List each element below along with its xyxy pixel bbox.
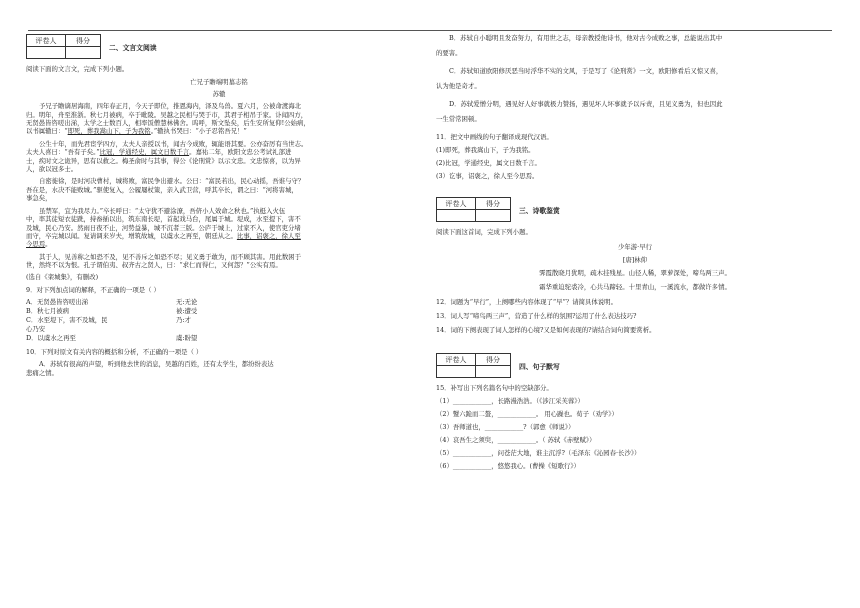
- section-2-header: [26, 34, 412, 59]
- score-label: 得分: [476, 354, 511, 366]
- question-11-stem: 11．把文中画线的句子翻译成现代汉语。: [436, 133, 553, 141]
- sentence-2: (2)比冠，学通经史，属文日数千言。: [436, 159, 541, 167]
- underlined-sentence: 比事，诏褒之，徐人至: [236, 231, 301, 240]
- reviewer-label: 评卷人: [437, 354, 476, 366]
- essay-title: 亡兄子瞻端明墓志铭: [190, 78, 248, 87]
- section-title: 三、诗歌鉴赏: [519, 207, 560, 215]
- section-3-header: [436, 197, 834, 222]
- sentence-3: (3）讫事，诏褒之，徐人至今思焉。: [436, 172, 539, 180]
- right-column: [436, 34, 834, 471]
- paragraph-line: [26, 232, 412, 240]
- score-box: [26, 34, 101, 59]
- paragraph: 予兄子瞻谪居海南，四年春正月，今天子即位，推恩海内，泽及鸟兽。夏六月，公被命渡海北: [39, 102, 302, 111]
- reviewer-cell[interactable]: [27, 47, 66, 59]
- fill-blank-item[interactable]: （6）____________，悠悠我心。(曹操《短歌行》）: [436, 462, 580, 470]
- paragraph-line: [26, 148, 412, 156]
- score-box: [436, 353, 511, 378]
- sentence-1: (1)即死，葬我嵩山下，子为我铭。: [436, 146, 535, 154]
- paragraph-line: 及城，民心乃安。然雨日夜不止，河势益暴，城不沉者三版。公庐于城上，过家不入，使官吏分堵: [26, 223, 301, 232]
- instructions: 阅读下面的文言文，完成下列小题。: [26, 65, 129, 73]
- paragraph-line: 士，疾时文之诡异，思有以救之。梅圣俞时与其事，得公《论刑赏》以示文忠。文忠惊喜，以为异: [26, 156, 301, 165]
- section-title: 二、文言文阅读: [109, 44, 157, 52]
- poem-line: 霁霞散晓月犹明，疏木挂残星。山径人稀，翠萝深处，啼鸟两三声。: [539, 269, 731, 277]
- score-cell[interactable]: [476, 366, 511, 378]
- reviewer-cell[interactable]: [437, 366, 476, 378]
- question-13: 13．词人写“啼鸟两三声”，营造了什么样的氛围?运用了什么表达技巧?: [436, 312, 637, 320]
- fill-blank-item[interactable]: （5）____________，问苍茫大地，谁主沉浮?（毛泽东《沁园春·长沙》）: [436, 449, 641, 457]
- underlined-sentence: 即死，葬我嵩山下，子为我铭: [67, 127, 151, 136]
- option-b-cont: 的要害。: [436, 49, 462, 57]
- fill-blank-item[interactable]: （1）____________，长路漫浩浩。（《涉江采芙蓉》）: [436, 397, 584, 405]
- question-9-options: [26, 298, 412, 343]
- option-d-cont: 一生常常困顿。: [436, 115, 481, 123]
- option-gloss: 乃:才: [176, 315, 191, 324]
- header-rule: [28, 30, 832, 31]
- option-d[interactable]: D．苏轼爱憎分明，遇见好人好事就极力赞扬，遇见坏人坏事就予以斥责，且见义勇为，但也因此: [449, 100, 723, 108]
- reviewer-cell[interactable]: [437, 210, 476, 222]
- paragraph: 虽禁军，宜为我尽力。”卒长呼曰：“太守犹不避涂潦，吾侪小人效命之秋也。”执梃入火伍: [39, 206, 286, 215]
- paragraph-line: 吾在是，水决不能败城。”驱使复入，公履屦杖策，亲入武卫营，呼其卒长，谓之曰：“河将害城，: [26, 185, 298, 194]
- score-cell[interactable]: [476, 210, 511, 222]
- paragraph: 公生十年，而先君宦学四方，太夫人亲授以书，闻古今成败，辄能语其要。公亦奋厉有当世志。: [39, 139, 308, 148]
- option-text: D．以虞水之再至: [26, 333, 76, 342]
- option-gloss: 无:无论: [176, 297, 198, 306]
- question-10-stem: 10．下列对原文有关内容的概括和分析，不正确的一项是（ ）: [26, 347, 203, 356]
- question-12: 12．词题为“早行”，上阕哪些内容体现了“早”？请简具体说明。: [436, 298, 617, 306]
- score-label: 得分: [66, 35, 101, 47]
- paragraph-line: 人，欲以冠多士。: [26, 165, 78, 174]
- essay-author: 苏辙: [212, 89, 226, 98]
- paragraph-line: 中，率其徒短衣徒跣，持畚插以出，筑东南长堤，首起戏马台，尾属于城。堤成，水至提下，害不: [26, 215, 301, 224]
- poem-author: [唐]林仰: [622, 256, 648, 264]
- score-cell[interactable]: [66, 47, 101, 59]
- option-text: C．水至堤下，害不及城，民心乃安: [26, 315, 108, 333]
- option-text: A．无贤愚皆咨嗟出涕: [26, 297, 89, 306]
- question-14: 14．词的下阕表现了词人怎样的心境?又是如何表现的?请结合词句简要赏析。: [436, 326, 656, 334]
- option-a[interactable]: [26, 298, 412, 307]
- fill-blank-item[interactable]: （3）吾师道也，____________?（郭愈《师说》）: [436, 423, 575, 431]
- paragraph-line: [26, 127, 412, 135]
- question-9-stem: 9．对下列加点词的解释，不正确的一项是（ ）: [26, 285, 160, 294]
- underlined-sentence: 比冠，学通经史，属文日数千言: [99, 148, 190, 157]
- text: 。”辙执书哭曰：“小子忍铭吾兄！”: [150, 127, 247, 136]
- paragraph: 自密徙徐，是时河决曹村，城将败，富民争出避水。公曰：“富民若出，民心动摇，吾谁与守？: [39, 177, 305, 186]
- option-text: B．秋七月被病: [26, 306, 70, 315]
- reviewer-label: 评卷人: [27, 35, 66, 47]
- question-15-stem: 15．补写出下列名篇名句中的空缺部分。: [436, 384, 553, 392]
- paragraph: 其于人，见善称之如恐不及，见不善斥之如恐不尽；见义勇于敢为，而不顾其害。用此数困于: [39, 252, 302, 261]
- text: 。嘉祐二年，欧阳文忠公考试礼部进: [189, 148, 292, 157]
- left-column: [26, 34, 412, 378]
- underlined-sentence: 今思焉: [26, 240, 46, 249]
- text: 而守，卒完城以闻。复请调来岁夫，增筑故城，以虞水之再至，朝廷从之。: [26, 231, 237, 240]
- paragraph-line: 世，然终不以为恨。孔子谓伯夷、叔齐古之贤人，曰：“求仁而得仁，又何怨？”公实有焉。: [26, 261, 282, 270]
- option-d[interactable]: [26, 334, 412, 343]
- poem-title: 少年游·早行: [618, 243, 652, 251]
- paragraph-line: 事急矣，: [26, 194, 52, 203]
- fill-blank-item[interactable]: （4）哀吾生之须臾，____________。（ 苏轼《赤壁赋》）: [436, 436, 596, 444]
- option-gloss: 被:遭受: [176, 306, 198, 315]
- poem-line: 霜华重迫驼裘冷，心共马蹄轻。十里青山，一溪流水，都做许多情。: [539, 283, 731, 291]
- reviewer-label: 评卷人: [437, 198, 476, 210]
- fill-blank-item[interactable]: （2）蟹六跪而二螯，____________。 用心躁也。荀子（劝学》）: [436, 410, 618, 418]
- option-b[interactable]: B．苏轼自小聪明且发奋努力，有用世之志，母亲教授他诗书，他对古今成败之事，总能说出其中: [449, 34, 723, 42]
- score-label: 得分: [476, 198, 511, 210]
- paragraph-line: 无贤愚皆咨嗟出涕，太学之士数百人，相率饭僧慧林佛舍。呜呼，斯文坠矣，后生安所复仰!公始病，: [26, 119, 310, 128]
- paragraph-line: 归。明年，舟至淮浙。秋七月被病，卒于毗陵。吴越之民相与哭于市，其君子相吊于家。讣闻四方，: [26, 110, 308, 119]
- option-c[interactable]: [26, 316, 412, 334]
- score-box: [436, 197, 511, 222]
- option-c-cont: 认为他是奇才。: [436, 82, 481, 90]
- paragraph-line: [26, 240, 412, 248]
- section-4-header: [436, 353, 834, 378]
- text: 以书属辙曰：“: [26, 127, 68, 136]
- text: 太夫人喜曰：“吾有子矣。”: [26, 148, 100, 157]
- instructions: 阅读下面这首词，完成下列小题。: [436, 228, 532, 236]
- option-a[interactable]: A．苏轼有很高的声望，听到他去世的消息，吴越的百姓，还有太学生，都纷纷表达: [39, 359, 274, 368]
- option-b[interactable]: [26, 307, 412, 316]
- source-note: (选自《栾城集》，有删改): [26, 272, 99, 281]
- section-title: 四、句子默写: [519, 363, 560, 371]
- text: 。: [45, 240, 52, 249]
- option-gloss: 虞:盼望: [176, 333, 198, 342]
- option-a-cont: 悲痛之情。: [26, 368, 58, 377]
- option-c[interactable]: C．苏轼知道欧阳修厌恶当时浮华不实的文风，于是写了《论刑赏》一文，欧阳修看后又惊又喜，: [449, 67, 723, 75]
